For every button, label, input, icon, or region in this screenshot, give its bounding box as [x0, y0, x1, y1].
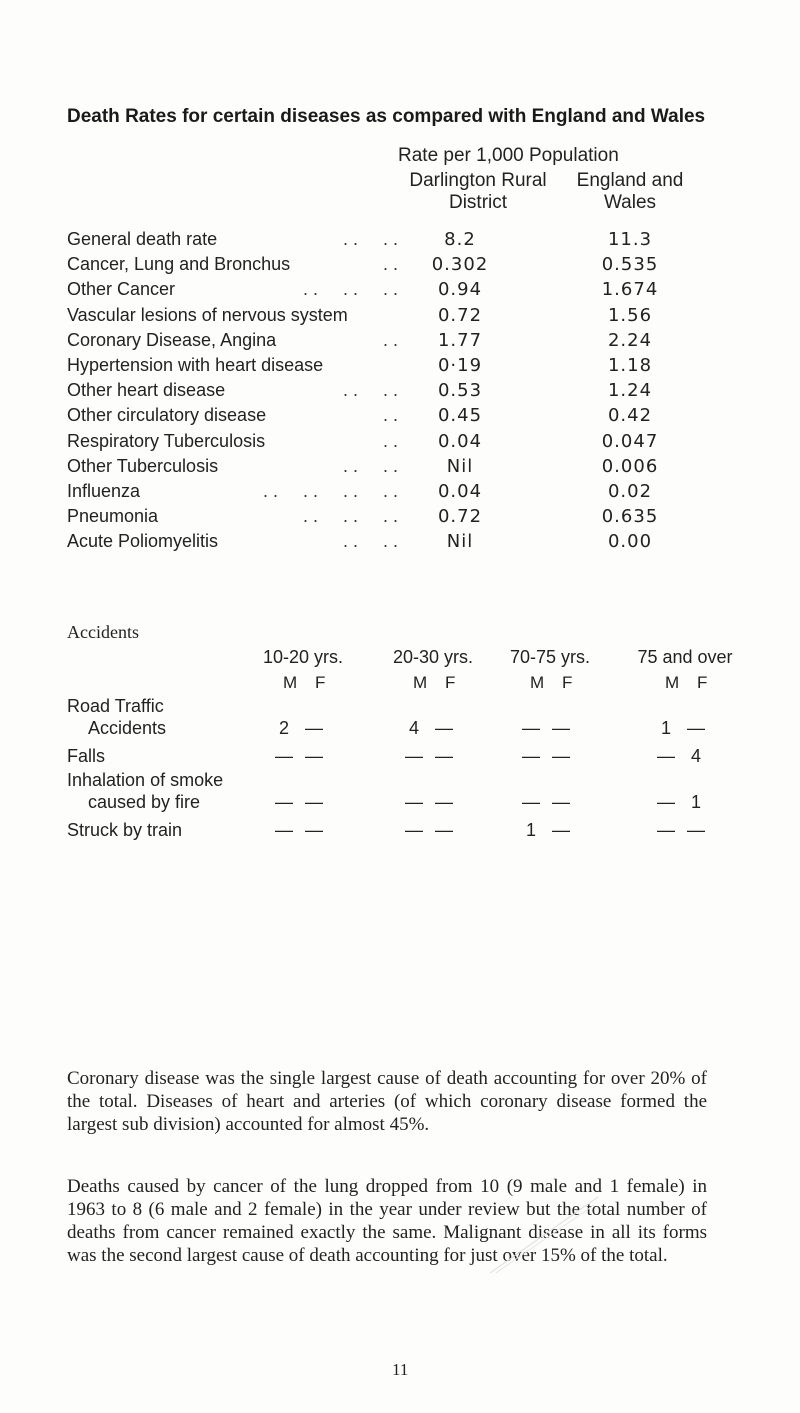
leader-dots: . . . . [342, 531, 398, 551]
rate-england-value: 0.635 [601, 506, 659, 527]
accident-cell: — [657, 792, 675, 812]
male-header: M [530, 673, 545, 692]
accident-cell: — [305, 718, 323, 738]
male-header: M [413, 673, 428, 692]
accident-cell: — [275, 820, 293, 840]
age-group-header: 70-75 yrs. [509, 647, 591, 667]
rate-england-value: 0.00 [607, 531, 653, 552]
accident-cell: 2 [278, 718, 289, 738]
rate-england-value: 0.02 [607, 481, 653, 502]
rate-darlington-value: 0·19 [437, 355, 483, 376]
paragraph-cancer: Deaths caused by cancer of the lung dropped from 10 (9 male and 1 female) in 1963 to 8 (6 male and 2 female) in the year under review but the total number of deaths from cancer remained exactly the same. Malignant disease in all its forms was the second largest cause of death accounting for just over 15% of the total. [67, 1176, 707, 1266]
accident-cell: — [552, 746, 570, 766]
accident-cell: — [552, 792, 570, 812]
leader-dots: . . . . [342, 456, 398, 476]
paragraph-coronary: Coronary disease was the single largest cause of death accounting for over 20% of the total. Diseases of heart and arteries (of which coronary disease formed the largest sub division) accounted for almost 45%. [67, 1068, 707, 1135]
leader-dots: . . . . [342, 380, 398, 400]
accident-cell: — [657, 746, 675, 766]
accident-cell: — [687, 718, 705, 738]
accident-cell: — [657, 820, 675, 840]
leader-dots: . . [382, 254, 398, 274]
female-header: F [562, 673, 573, 692]
rate-row-label: Other heart disease [67, 380, 226, 400]
page-number: 11 [392, 1360, 409, 1379]
accident-row-label: Accidents [88, 718, 167, 738]
accident-cell: — [305, 792, 323, 812]
page-title: Death Rates for certain diseases as compared with England and Wales [67, 106, 706, 127]
rate-darlington-value: 0.04 [437, 431, 483, 452]
accident-row-label: Inhalation of smoke [67, 770, 224, 790]
rate-row-label: General death rate [67, 229, 218, 249]
rate-england-value: 0.535 [601, 254, 659, 275]
rate-darlington-value: 8.2 [444, 229, 476, 250]
accident-row-label: Struck by train [67, 820, 183, 840]
accident-cell: — [522, 718, 540, 738]
leader-dots: . . [382, 405, 398, 425]
accident-cell: — [275, 746, 293, 766]
rate-england-value: 2.24 [607, 330, 653, 351]
accident-cell: 1 [690, 792, 701, 812]
rate-england-value: 1.18 [607, 355, 653, 376]
rate-row-label: Cancer, Lung and Bronchus [67, 254, 291, 274]
accident-cell: — [405, 746, 423, 766]
rate-row-label: Coronary Disease, Angina [67, 330, 277, 350]
accident-cell: 1 [660, 718, 671, 738]
accident-cell: — [435, 718, 453, 738]
accident-cell: — [522, 792, 540, 812]
accident-cell: — [275, 792, 293, 812]
rate-row-label: Other Tuberculosis [67, 456, 219, 476]
col-header-england-line1: England and [576, 170, 684, 191]
rate-darlington-value: 1.77 [437, 330, 483, 351]
rate-darlington-value: 0.72 [437, 506, 483, 527]
rate-row-label: Acute Poliomyelitis [67, 531, 219, 551]
age-group-header: 20-30 yrs. [392, 647, 474, 667]
leader-dots: . . [382, 431, 398, 451]
rate-england-value: 1.56 [607, 305, 653, 326]
rate-england-value: 0.006 [601, 456, 659, 477]
female-header: F [315, 673, 326, 692]
male-header: M [665, 673, 680, 692]
rate-row-label: Vascular lesions of nervous system [67, 305, 348, 325]
accident-cell: — [552, 820, 570, 840]
rate-darlington-value: 0.45 [437, 405, 483, 426]
scan-smudge [490, 1195, 600, 1275]
accident-row-label: Road Traffic [67, 696, 164, 716]
accident-row-label: Falls [67, 746, 106, 766]
accident-cell: 1 [525, 820, 536, 840]
accident-row-label: caused by fire [88, 792, 201, 812]
accident-cell: — [552, 718, 570, 738]
accident-cell: — [435, 792, 453, 812]
accident-cell: — [305, 746, 323, 766]
rate-darlington-value: Nil [446, 531, 474, 552]
accident-cell: — [687, 820, 705, 840]
rate-darlington-value: 0.53 [437, 380, 483, 401]
leader-dots: . . . . . . [302, 506, 398, 526]
female-header: F [445, 673, 456, 692]
rate-table-header: Rate per 1,000 Population [398, 145, 619, 166]
rate-england-value: 1.24 [607, 380, 653, 401]
female-header: F [697, 673, 708, 692]
accidents-heading: Accidents [67, 622, 139, 642]
rate-england-value: 11.3 [607, 229, 653, 250]
rate-england-value: 0.42 [607, 405, 653, 426]
accident-cell: 4 [690, 746, 701, 766]
rate-darlington-value: 0.94 [437, 279, 483, 300]
rate-row-label: Respiratory Tuberculosis [67, 431, 266, 451]
rate-darlington-value: Nil [446, 456, 474, 477]
accident-cell: 4 [408, 718, 419, 738]
accident-cell: — [435, 746, 453, 766]
rate-england-value: 0.047 [601, 431, 659, 452]
rate-row-label: Hypertension with heart disease [67, 355, 324, 375]
accident-cell: — [522, 746, 540, 766]
age-group-header: 10-20 yrs. [262, 647, 344, 667]
rate-row-label: Other circulatory disease [67, 405, 267, 425]
rate-darlington-value: 0.72 [437, 305, 483, 326]
col-header-darlington-line2: District [448, 192, 508, 213]
col-header-england-line2: Wales [603, 192, 657, 213]
accident-cell: — [435, 820, 453, 840]
accident-cell: — [305, 820, 323, 840]
male-header: M [283, 673, 298, 692]
age-group-header: 75 and over [637, 647, 733, 667]
col-header-darlington-line1: Darlington Rural [409, 170, 547, 191]
leader-dots: . . . . . . [302, 279, 398, 299]
rate-row-label: Pneumonia [67, 506, 159, 526]
accident-cell: — [405, 792, 423, 812]
accident-cell: — [405, 820, 423, 840]
rate-darlington-value: 0.302 [431, 254, 489, 275]
leader-dots: . . . . [342, 229, 398, 249]
rate-darlington-value: 0.04 [437, 481, 483, 502]
leader-dots: . . . . . . . . [262, 481, 398, 501]
rate-row-label: Other Cancer [67, 279, 176, 299]
leader-dots: . . [382, 330, 398, 350]
rate-england-value: 1.674 [601, 279, 659, 300]
rate-row-label: Influenza [67, 481, 141, 501]
